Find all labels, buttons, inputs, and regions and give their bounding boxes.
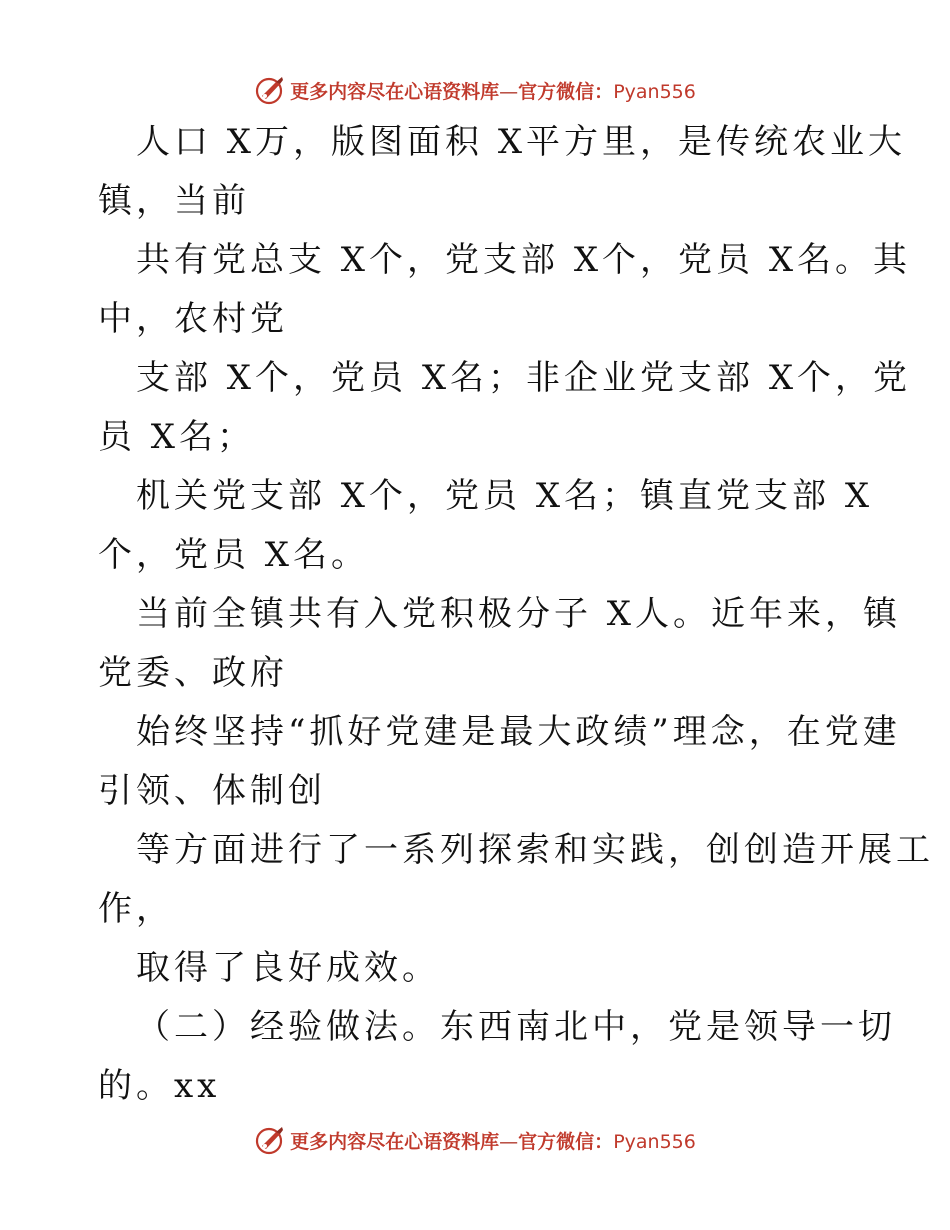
banner-site-name: 更多内容尽在心语资料库 [290,80,500,103]
banner-dash: — [499,80,519,103]
paragraph-7-line-1: 等方面进行了一系列探索和实践，创创造开展工 [136,830,934,870]
paragraph-6-line-1: 始终坚持“抓好党建是最大政绩”理念，在党建 [136,712,901,752]
paragraph-6-line-2: 引领、体制创 [98,771,326,811]
banner-label: 官方微信： [518,80,614,103]
footer-watermark-banner [0,1120,950,1160]
header-watermark-banner [0,70,950,110]
paragraph-4-line-1: 机关党支部 X个，党员 X名；镇直党支部 X [136,476,874,516]
banner-wechat-id: Pyan556 [613,1130,696,1153]
paragraph-2-line-1: 共有党总支 X个，党支部 X个，党员 X名。其 [136,240,912,280]
paragraph-9-line-1: （二）经验做法。东西南北中，党是领导一切 [136,1007,896,1047]
banner-label: 官方微信： [518,1130,614,1153]
pen-logo-icon [254,1124,286,1156]
paragraph-7-line-2: 作， [98,889,174,929]
paragraph-4-line-2: 个，党员 X名。 [98,535,370,575]
banner-dash: — [499,1130,519,1153]
paragraph-1-line-1: 人口 X万，版图面积 X平方里，是传统农业大 [136,122,907,162]
paragraph-5-line-2: 党委、政府 [98,653,288,693]
paragraph-8-line-1: 取得了良好成效。 [136,948,440,988]
banner-text [290,77,696,104]
banner-text [290,1127,696,1154]
paragraph-3-line-1: 支部 X个，党员 X名；非企业党支部 X个，党 [136,358,912,398]
paragraph-9-line-2: 的。xx [98,1066,221,1106]
banner-site-name: 更多内容尽在心语资料库 [290,1130,500,1153]
paragraph-3-line-2: 员 X名； [98,417,256,457]
pen-logo-icon [254,74,286,106]
paragraph-5-line-1: 当前全镇共有入党积极分子 X人。近年来，镇 [136,594,902,634]
paragraph-2-line-2: 中，农村党 [98,299,288,339]
banner-wechat-id: Pyan556 [613,80,696,103]
paragraph-1-line-2: 镇，当前 [98,181,250,221]
